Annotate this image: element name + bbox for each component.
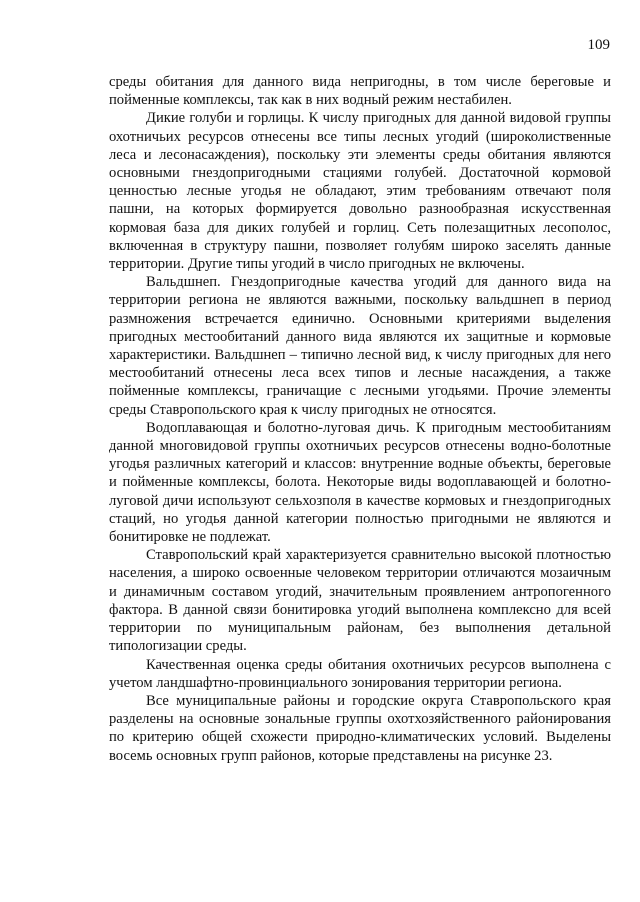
paragraph-waterfowl: Водоплавающая и болотно-луговая дичь. К пригодным местообитаниям данной многовидовой группы охотничьих ресурсов отнесены водно-болотные угодья различных категорий и классов: внутренние водные объекты, береговые и пойменные комплексы, болота. Некоторые виды водоплавающей и болотно-луговой дичи используют сельхозполя в качестве кормовых и гнездопригодных стаций, но угодья данной категории полностью пригодными не являются и бонитировке не подлежат.: [109, 419, 611, 546]
paragraph-doves: Дикие голуби и горлицы. К числу пригодных для данной видовой группы охотничьих ресурсов отнесены все типы лесных угодий (широколиственные леса и лесонасаждения), поскольку эти элементы среды обитания являются основными гнездопригодными стациями голубей. Достаточной кормовой ценностью лесные угодья не обладают, этим требованиям отвечают поля пашни, на которых формируется довольно разнообразная искусственная кормовая база для диких голубей и горлиц. Сеть полезащитных лесополос, включенная в структуру пашни, позволяет голубям широко заселять данные территории. Другие типы угодий в число пригодных не включены.: [109, 110, 611, 273]
body-text: [109, 73, 611, 765]
paragraph-assessment: Качественная оценка среды обитания охотничьих ресурсов выполнена с учетом ландшафтно-провинциального зонирования территории региона.: [109, 656, 611, 691]
page-number: 109: [587, 37, 610, 53]
paragraph-continuation: среды обитания для данного вида непригодны, в том числе береговые и пойменные комплексы, так как в них водный режим нестабилен.: [109, 74, 611, 109]
paragraph-woodcock: Вальдшнеп. Гнездопригодные качества угодий для данного вида на территории региона не являются важными, поскольку вальдшнеп в период размножения встречается единично. Основными критериями выделения пригодных местообитаний данного вида являются их защитные и кормовые характеристики. Вальдшнеп – типично лесной вид, к числу пригодных для него местообитаний отнесены леса всех типов и лесные насаждения, а также пойменные комплексы, граничащие с лесными угодьями. Прочие элементы среды Ставропольского края к числу пригодных не относятся.: [109, 274, 611, 418]
paragraph-districts: Все муниципальные районы и городские округа Ставропольского края разделены на основные зональные группы охотхозяйственного районирования по критерию общей схожести природно-климатических условий. Выделены восемь основных групп районов, которые представлены на рисунке 23.: [109, 692, 611, 764]
paragraph-population: Ставропольский край характеризуется сравнительно высокой плотностью населения, а широко освоенные человеком территории отличаются мозаичным и динамичным составом угодий, значительным проявлением антропогенного фактора. В данной связи бонитировка угодий выполнена комплексно для всей территории по муниципальным районам, без выполнения детальной типологизации среды.: [109, 547, 611, 655]
